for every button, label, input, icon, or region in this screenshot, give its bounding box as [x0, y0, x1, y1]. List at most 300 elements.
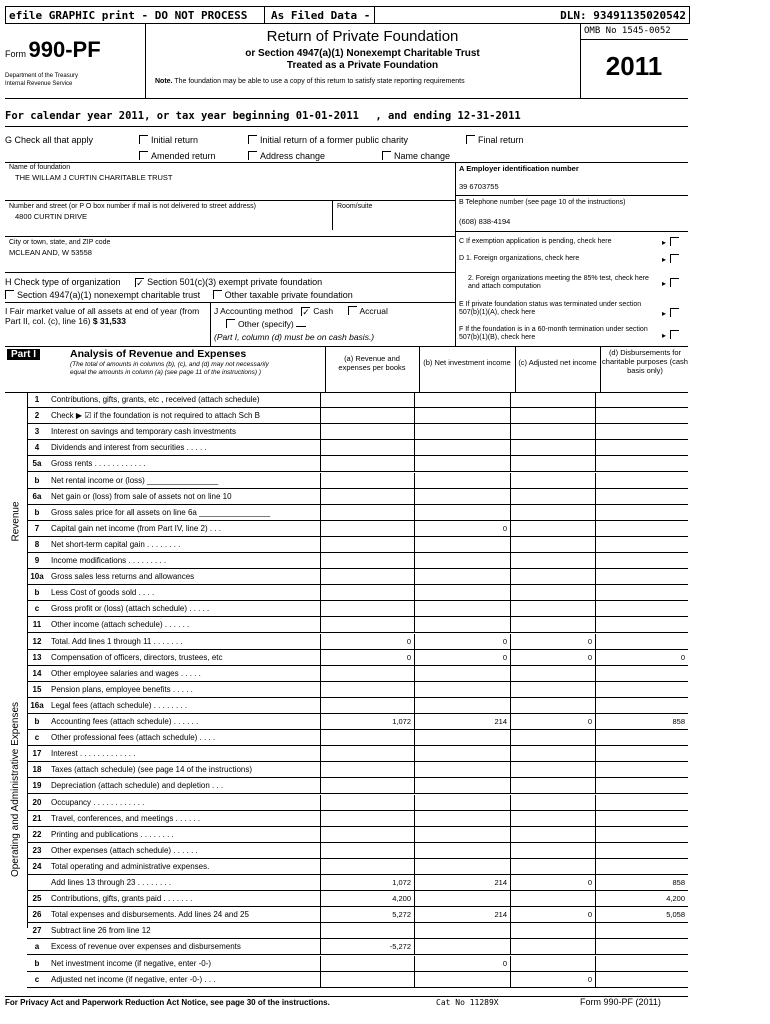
part1-tag: Part I — [7, 349, 40, 360]
amount-cell-e[interactable] — [595, 730, 688, 746]
amount-cell-e[interactable]: 5,058 — [595, 907, 688, 923]
privacy-notice: For Privacy Act and Paperwork Reduction Act Notice, see page 30 of the instructions. — [5, 998, 330, 1007]
4947-label: Section 4947(a)(1) nonexempt charitable trust — [17, 290, 201, 300]
efile-label: efile GRAPHIC print - DO NOT PROCESS — [9, 9, 248, 22]
amount-cell-b[interactable] — [414, 553, 510, 569]
tax-year: 2011 — [605, 51, 663, 81]
line-description: Add lines 13 through 23 . . . . . . . . — [51, 878, 172, 887]
amount-cell-e[interactable] — [595, 859, 688, 875]
form-title: Return of Private Foundation — [266, 28, 459, 45]
amount-cell-b[interactable] — [414, 827, 510, 843]
c-checkbox[interactable] — [670, 237, 679, 246]
amount-cell-e[interactable]: 858 — [595, 875, 688, 891]
amount-cell-a[interactable] — [320, 956, 414, 972]
line-description: Subtract line 26 from line 12 — [51, 926, 151, 936]
table-row — [27, 392, 688, 408]
line-description: Net gain or (loss) from sale of assets not on line 10 — [51, 491, 232, 501]
line-description: Contributions, gifts, grants paid . . . . . . . — [51, 894, 193, 904]
amount-cell-b[interactable] — [414, 585, 510, 601]
line-description: Taxes (attach schedule) (see page 14 of the instructions) — [51, 765, 252, 775]
amount-cell-e[interactable] — [595, 408, 688, 424]
amount-cell-b[interactable] — [414, 795, 510, 811]
section-j-label: J Accounting method — [214, 306, 293, 316]
table-row — [27, 939, 688, 955]
amount-cell-e[interactable] — [595, 585, 688, 601]
amount-cell-c[interactable] — [510, 811, 595, 827]
amount-cell-e[interactable] — [595, 473, 688, 489]
d2-label: 2. Foreign organizations meeting the 85% test, check here and attach computation — [468, 275, 649, 290]
f-checkbox[interactable] — [670, 330, 679, 339]
amount-cell-c[interactable] — [510, 666, 595, 682]
line-number: c — [34, 733, 40, 743]
amount-cell-c[interactable]: 0 — [510, 650, 595, 666]
amount-cell-e[interactable] — [595, 634, 688, 650]
amount-cell-c[interactable] — [510, 923, 595, 939]
amount-cell-c[interactable]: 0 — [510, 875, 595, 891]
amount-cell-a[interactable] — [320, 698, 414, 714]
amount-cell-e[interactable] — [595, 939, 688, 955]
amount-cell-c[interactable] — [510, 489, 595, 505]
amount-cell-a[interactable]: 4,200 — [320, 891, 414, 907]
amount-cell-a[interactable] — [320, 569, 414, 585]
line-description: Capital gain net income (from Part IV, line 2) . . . — [51, 523, 222, 533]
table-row — [27, 923, 688, 939]
amount-cell-a[interactable] — [320, 811, 414, 827]
table-row — [27, 859, 688, 875]
e-checkbox[interactable] — [670, 308, 679, 317]
amount-cell-e[interactable] — [595, 440, 688, 456]
amount-cell-e[interactable] — [595, 762, 688, 778]
line-description: Contributions, gifts, grants, etc , received (attach schedule) — [51, 395, 260, 404]
line-number: b — [34, 588, 40, 598]
initial-former-label: Initial return of a former public charity — [260, 135, 409, 145]
table-row — [27, 891, 688, 907]
amount-cell-c[interactable] — [510, 956, 595, 972]
initial-former-checkbox[interactable] — [248, 135, 257, 144]
amount-cell-e[interactable] — [595, 424, 688, 440]
amount-cell-b[interactable]: 0 — [414, 634, 510, 650]
table-row — [27, 972, 688, 988]
amount-cell-a[interactable] — [320, 972, 414, 988]
part1-title-note: (The total of amounts in columns (b), (c), and (d) may not necessarily equal the amounts in column (a) (see page 11 of the instructions) ) — [70, 361, 269, 376]
amount-cell-e[interactable] — [595, 956, 688, 972]
amount-cell-a[interactable] — [320, 795, 414, 811]
final-return-label: Final return — [478, 135, 524, 145]
form-header — [5, 23, 688, 99]
amount-cell-e[interactable] — [595, 537, 688, 553]
amount-cell-e[interactable] — [595, 682, 688, 698]
amount-cell-e[interactable] — [595, 521, 688, 537]
amount-cell-a[interactable] — [320, 505, 414, 521]
amount-cell-a[interactable] — [320, 392, 414, 408]
line-description: Gross sales price for all assets on line 6a ________________ — [51, 507, 271, 517]
other-method-label: Other (specify) — [238, 319, 294, 329]
amount-cell-a[interactable] — [320, 440, 414, 456]
amended-return-checkbox[interactable] — [139, 151, 148, 160]
amount-cell-c[interactable] — [510, 730, 595, 746]
line-description: Gross sales less returns and allowances — [51, 572, 195, 582]
line-number: 9 — [34, 556, 40, 565]
table-row — [27, 682, 688, 698]
amount-cell-b[interactable]: 0 — [414, 956, 510, 972]
amount-cell-c[interactable] — [510, 746, 595, 762]
foundation-name-label: Name of foundation — [9, 164, 71, 171]
amount-cell-b[interactable] — [414, 440, 510, 456]
line-number: b — [34, 475, 40, 485]
amount-cell-a[interactable] — [320, 424, 414, 440]
ein-label: A Employer identification number — [459, 164, 579, 173]
table-row — [27, 666, 688, 682]
amount-cell-c[interactable] — [510, 473, 595, 489]
amount-cell-b[interactable]: 0 — [414, 650, 510, 666]
line-number: 4 — [34, 443, 40, 453]
amount-cell-c[interactable] — [510, 456, 595, 472]
amount-cell-c[interactable] — [510, 617, 595, 633]
amount-cell-c[interactable] — [510, 553, 595, 569]
note-label: Note. — [155, 78, 173, 85]
amount-cell-e[interactable] — [595, 489, 688, 505]
table-row — [27, 456, 688, 472]
amount-cell-a[interactable] — [320, 778, 414, 794]
line-description: Total operating and administrative expenses. — [51, 861, 210, 871]
other-method-checkbox[interactable] — [226, 319, 235, 328]
table-row — [27, 778, 688, 794]
amount-cell-a[interactable]: 1,072 — [320, 875, 414, 891]
table-row — [27, 827, 688, 843]
amount-cell-b[interactable] — [414, 537, 510, 553]
amount-cell-b[interactable] — [414, 489, 510, 505]
foundation-name[interactable]: THE WILLAM J CURTIN CHARITABLE TRUST — [15, 173, 173, 182]
street-address[interactable]: 4800 CURTIN DRIVE — [15, 212, 87, 221]
initial-return-label: Initial return — [151, 135, 199, 145]
city-label: City or town, state, and ZIP code — [9, 239, 111, 246]
amount-cell-c[interactable] — [510, 795, 595, 811]
table-row — [27, 424, 688, 440]
phone-value[interactable]: (608) 838-4194 — [459, 217, 511, 226]
amount-cell-c[interactable]: 0 — [510, 634, 595, 650]
table-row — [27, 505, 688, 521]
line-number: 22 — [32, 829, 42, 839]
line-number: 7 — [34, 523, 40, 533]
amount-cell-a[interactable] — [320, 923, 414, 939]
amount-cell-e[interactable]: 0 — [595, 650, 688, 666]
amount-cell-c[interactable] — [510, 698, 595, 714]
line-description: Travel, conferences, and meetings . . . . . . — [51, 813, 201, 823]
line-number: b — [34, 507, 40, 517]
amount-cell-b[interactable]: 214 — [414, 907, 510, 923]
line-number: 24 — [32, 861, 42, 871]
amount-cell-e[interactable] — [595, 778, 688, 794]
d1-checkbox[interactable] — [670, 254, 679, 263]
form-subtitle2: Treated as a Private Foundation — [286, 60, 439, 71]
amount-cell-a[interactable] — [320, 843, 414, 859]
address-change-label: Address change — [260, 151, 326, 161]
other-taxable-label: Other taxable private foundation — [224, 290, 353, 300]
line-number: 14 — [32, 668, 42, 678]
line-number: b — [34, 958, 40, 968]
amount-cell-c[interactable] — [510, 827, 595, 843]
section-i-label: I Fair market value of all assets at end of year (from Part II, col. (c), line 16) — [5, 306, 200, 326]
amount-cell-e[interactable] — [595, 746, 688, 762]
d1-label: D 1. Foreign organizations, check here — [459, 255, 580, 262]
amount-cell-c[interactable] — [510, 939, 595, 955]
amount-cell-c[interactable] — [510, 392, 595, 408]
as-filed-label: As Filed Data - — [271, 9, 371, 22]
amount-cell-c[interactable] — [510, 891, 595, 907]
table-row — [27, 730, 688, 746]
amount-cell-a[interactable] — [320, 601, 414, 617]
cash-label: Cash — [313, 306, 334, 316]
line-number: 2 — [34, 411, 40, 421]
room-label: Room/suite — [337, 203, 373, 210]
c-label: C If exemption application is pending, check here — [459, 238, 612, 245]
amount-cell-b[interactable]: 0 — [414, 521, 510, 537]
line-number: 23 — [32, 845, 42, 855]
amount-cell-a[interactable] — [320, 827, 414, 843]
line-description: Legal fees (attach schedule) . . . . . . . . — [51, 700, 188, 710]
amount-cell-e[interactable] — [595, 569, 688, 585]
amount-cell-c[interactable] — [510, 859, 595, 875]
line-number: 21 — [32, 813, 42, 823]
initial-return-checkbox[interactable] — [139, 135, 148, 144]
table-row — [27, 408, 688, 424]
amount-cell-b[interactable] — [414, 473, 510, 489]
amount-cell-e[interactable] — [595, 553, 688, 569]
amount-cell-b[interactable] — [414, 617, 510, 633]
amount-cell-a[interactable] — [320, 682, 414, 698]
amount-cell-b[interactable] — [414, 939, 510, 955]
amount-cell-b[interactable] — [414, 778, 510, 794]
amount-cell-a[interactable] — [320, 666, 414, 682]
address-change-checkbox[interactable] — [248, 151, 257, 160]
amount-cell-b[interactable]: 214 — [414, 714, 510, 730]
amount-cell-b[interactable] — [414, 811, 510, 827]
amount-cell-b[interactable] — [414, 392, 510, 408]
table-row — [27, 634, 688, 650]
table-row — [27, 553, 688, 569]
amount-cell-e[interactable] — [595, 601, 688, 617]
amount-cell-a[interactable]: 5,272 — [320, 907, 414, 923]
line-number: 19 — [32, 781, 42, 791]
amount-cell-a[interactable] — [320, 473, 414, 489]
amount-cell-c[interactable] — [510, 521, 595, 537]
line-number: 20 — [32, 797, 42, 807]
table-row — [27, 650, 688, 666]
amount-cell-a[interactable]: 0 — [320, 634, 414, 650]
amount-cell-e[interactable] — [595, 698, 688, 714]
amount-cell-b[interactable]: 214 — [414, 875, 510, 891]
amount-cell-a[interactable]: -5,272 — [320, 939, 414, 955]
amount-cell-a[interactable] — [320, 408, 414, 424]
amount-cell-c[interactable]: 0 — [510, 907, 595, 923]
amount-cell-a[interactable] — [320, 456, 414, 472]
table-row — [27, 489, 688, 505]
4947-checkbox[interactable] — [5, 290, 14, 299]
part1-header — [5, 346, 688, 393]
amount-cell-e[interactable] — [595, 666, 688, 682]
amount-cell-a[interactable] — [320, 585, 414, 601]
amount-cell-c[interactable] — [510, 682, 595, 698]
table-row — [27, 473, 688, 489]
section-g-label: G Check all that apply — [5, 135, 94, 145]
amount-cell-c[interactable] — [510, 569, 595, 585]
amount-cell-c[interactable] — [510, 778, 595, 794]
amount-cell-e[interactable] — [595, 923, 688, 939]
amount-cell-e[interactable] — [595, 795, 688, 811]
line-number: 26 — [32, 910, 42, 920]
amount-cell-a[interactable] — [320, 537, 414, 553]
amount-cell-b[interactable] — [414, 682, 510, 698]
line-number: b — [34, 717, 40, 726]
amount-cell-b[interactable] — [414, 746, 510, 762]
amount-cell-e[interactable] — [595, 617, 688, 633]
amount-cell-a[interactable] — [320, 521, 414, 537]
amount-cell-b[interactable] — [414, 923, 510, 939]
amount-cell-a[interactable] — [320, 746, 414, 762]
amount-cell-b[interactable] — [414, 601, 510, 617]
line-description: Other expenses (attach schedule) . . . . . . — [51, 845, 198, 855]
final-return-checkbox[interactable] — [466, 135, 475, 144]
501c3-label: Section 501(c)(3) exempt private foundation — [147, 277, 323, 287]
name-change-label: Name change — [394, 151, 451, 161]
line-number: 5a — [32, 459, 42, 469]
amount-cell-a[interactable] — [320, 859, 414, 875]
city-state-zip[interactable]: MCLEAN AND, W 53558 — [9, 248, 92, 257]
amount-cell-b[interactable] — [414, 843, 510, 859]
amount-cell-e[interactable] — [595, 392, 688, 408]
amount-cell-e[interactable] — [595, 827, 688, 843]
line-number: 11 — [32, 620, 42, 630]
line-description: Dividends and interest from securities . . . . . — [51, 443, 207, 453]
name-change-checkbox[interactable] — [382, 151, 391, 160]
line-description: Other professional fees (attach schedule) . . . . — [51, 733, 216, 743]
table-row — [27, 569, 688, 585]
amount-cell-a[interactable] — [320, 489, 414, 505]
line-description: Printing and publications . . . . . . . . — [51, 829, 174, 839]
amount-cell-e[interactable] — [595, 456, 688, 472]
amount-cell-b[interactable] — [414, 891, 510, 907]
tax-year-begin: For calendar year 2011, or tax year beginning 01-01-2011 — [5, 110, 360, 122]
street-label: Number and street (or P O box number if mail is not delivered to street address) — [9, 203, 256, 210]
line-number: 13 — [32, 652, 42, 662]
amount-cell-c[interactable] — [510, 843, 595, 859]
amount-cell-e[interactable]: 858 — [595, 714, 688, 730]
table-row — [27, 698, 688, 714]
amount-cell-e[interactable] — [595, 505, 688, 521]
accrual-checkbox[interactable] — [348, 306, 357, 315]
amount-cell-e[interactable] — [595, 843, 688, 859]
amount-cell-a[interactable] — [320, 617, 414, 633]
amount-cell-b[interactable] — [414, 698, 510, 714]
amount-cell-b[interactable] — [414, 972, 510, 988]
table-row — [27, 762, 688, 778]
cash-checkbox[interactable]: ✓ — [302, 307, 310, 317]
amount-cell-e[interactable] — [595, 972, 688, 988]
amount-cell-a[interactable]: 1,072 — [320, 714, 414, 730]
line-description: Interest on savings and temporary cash investments — [51, 427, 236, 437]
amount-cell-c[interactable] — [510, 505, 595, 521]
line-description: Income modifications . . . . . . . . . — [51, 556, 167, 565]
line-description: Adjusted net income (if negative, enter -0-) . . . — [51, 974, 216, 984]
table-row — [27, 714, 688, 730]
form-footer: Form 990-PF (2011) — [580, 997, 661, 1007]
amount-cell-b[interactable] — [414, 730, 510, 746]
table-row — [27, 746, 688, 762]
col-c-header: (c) Adjusted net income — [518, 358, 597, 367]
amount-cell-c[interactable]: 0 — [510, 714, 595, 730]
amount-cell-b[interactable] — [414, 505, 510, 521]
side-label-expenses: Operating and Administrative Expenses — [10, 701, 22, 877]
amount-cell-a[interactable]: 0 — [320, 650, 414, 666]
line-number: 18 — [32, 765, 42, 775]
line-description: Interest . . . . . . . . . . . . . — [51, 749, 136, 759]
amount-cell-b[interactable] — [414, 424, 510, 440]
table-row — [27, 811, 688, 827]
amount-cell-c[interactable] — [510, 408, 595, 424]
amount-cell-a[interactable] — [320, 553, 414, 569]
tax-year-end: , and ending 12-31-2011 — [375, 110, 521, 122]
amount-cell-b[interactable] — [414, 456, 510, 472]
phone-label: B Telephone number (see page 10 of the instructions) — [459, 199, 626, 206]
ein-value[interactable]: 39 6703755 — [459, 182, 499, 191]
line-description: Gross profit or (loss) (attach schedule) . . . . . — [51, 604, 210, 614]
amount-cell-c[interactable] — [510, 762, 595, 778]
line-number: 17 — [32, 749, 42, 759]
amount-cell-b[interactable] — [414, 666, 510, 682]
line-description: Accounting fees (attach schedule) . . . . . . — [51, 717, 199, 726]
amount-cell-c[interactable] — [510, 424, 595, 440]
part1-title: Analysis of Revenue and Expenses — [70, 348, 247, 360]
line-description: Occupancy . . . . . . . . . . . . — [51, 797, 145, 807]
omb-number: OMB No 1545-0052 — [584, 26, 671, 36]
side-label-revenue: Revenue — [10, 500, 22, 542]
other-taxable-checkbox[interactable] — [213, 290, 222, 299]
amount-cell-e[interactable]: 4,200 — [595, 891, 688, 907]
cat-number: Cat No 11289X — [436, 998, 499, 1007]
amount-cell-c[interactable] — [510, 585, 595, 601]
amount-cell-c[interactable] — [510, 440, 595, 456]
amount-cell-a[interactable] — [320, 762, 414, 778]
dept-line2: Internal Revenue Service — [5, 81, 73, 87]
note-text: The foundation may be able to use a copy of this return to satisfy state reporting requirements — [174, 78, 465, 85]
table-row — [27, 795, 688, 811]
line-number: a — [34, 942, 40, 952]
line-description: Other employee salaries and wages . . . . . — [51, 668, 201, 678]
amount-cell-c[interactable]: 0 — [510, 972, 595, 988]
line-number: 15 — [32, 684, 42, 694]
e-label: E If private foundation status was terminated under section 507(b)(1)(A), check here — [459, 301, 642, 316]
d2-checkbox[interactable] — [670, 278, 679, 287]
fmv-value[interactable]: $ 31,533 — [92, 316, 126, 326]
amount-cell-a[interactable] — [320, 730, 414, 746]
amount-cell-b[interactable] — [414, 859, 510, 875]
line-description: Less Cost of goods sold . . . . — [51, 588, 155, 598]
line-description: Compensation of officers, directors, trustees, etc — [51, 652, 223, 662]
amount-cell-b[interactable] — [414, 762, 510, 778]
amount-cell-b[interactable] — [414, 408, 510, 424]
line-number: c — [34, 974, 40, 984]
amount-cell-b[interactable] — [414, 569, 510, 585]
amount-cell-c[interactable] — [510, 601, 595, 617]
line-description: Other income (attach schedule) . . . . . . — [51, 620, 190, 630]
501c3-checkbox[interactable]: ✓ — [136, 278, 144, 288]
calendar-year — [5, 110, 521, 122]
line-number: 1 — [34, 395, 40, 404]
amount-cell-c[interactable] — [510, 537, 595, 553]
line-number: 27 — [32, 926, 42, 936]
amount-cell-e[interactable] — [595, 811, 688, 827]
line-number: 8 — [34, 539, 40, 549]
